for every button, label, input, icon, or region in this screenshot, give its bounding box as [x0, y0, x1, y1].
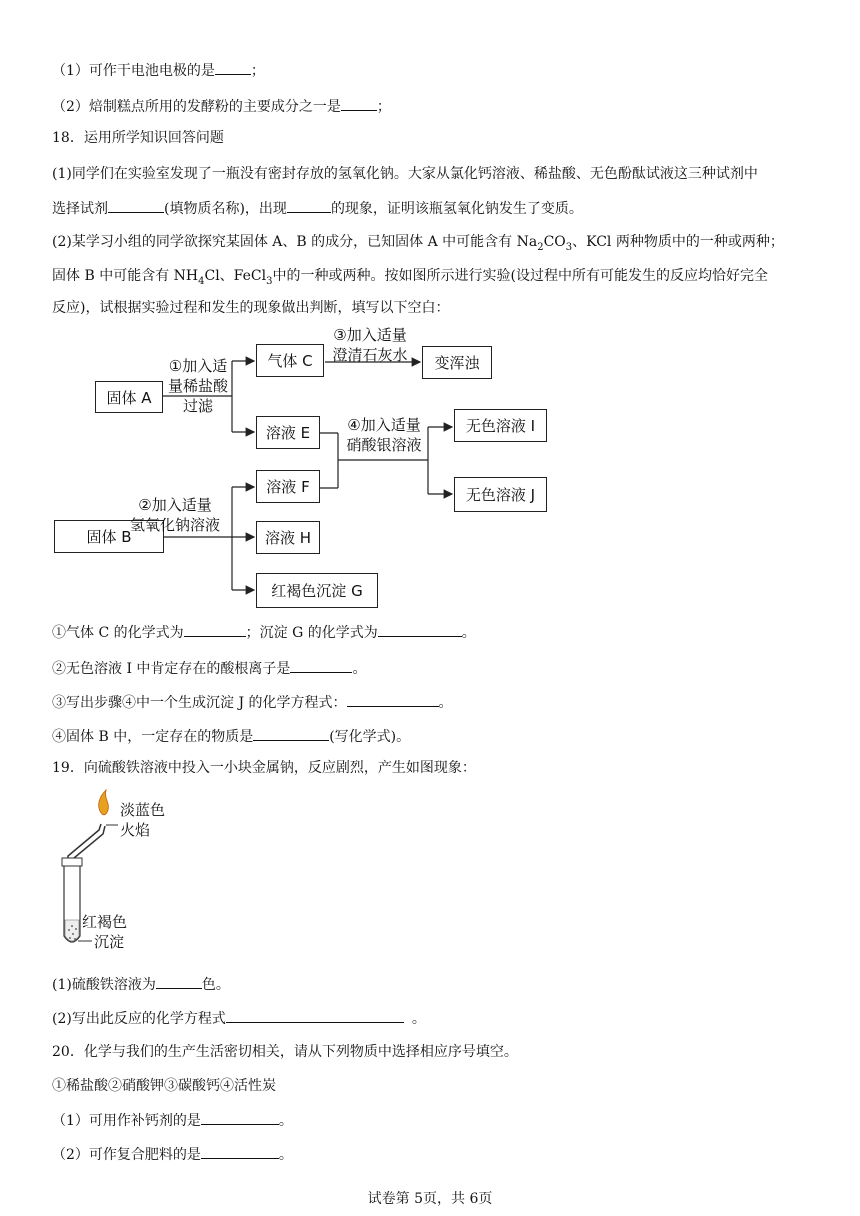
q18-p2-line2: 固体 B 中可能含有 $NH_4Cl$、FeCl$_3$中的一种或两种。按如图所示进行实验(设过程中所有可能发生的反应均恰好完全 — [52, 268, 768, 287]
q18-sub3: ③写出步骤④中一个生成沉淀 J 的化学方程式： 。 — [52, 692, 453, 713]
solution-h-box: 溶液 H — [256, 521, 320, 554]
step1-label: ①加入适 量稀盐酸 过滤 — [167, 357, 228, 415]
flame-icon — [99, 790, 109, 815]
answer-blank[interactable] — [226, 1008, 404, 1023]
answer-blank[interactable] — [156, 974, 202, 989]
q18-sub1: ①气体 C 的化学式为 ；沉淀 G 的化学式为 。 — [52, 622, 476, 643]
precipitate-label: 红褐色 沉淀 — [82, 913, 128, 951]
q17-item2: （2）焙制糕点所用的发酵粉的主要成分之一是 ； — [52, 96, 391, 117]
answer-blank[interactable] — [201, 1110, 279, 1125]
q19-title: 19．向硫酸铁溶液中投入一小块金属钠，反应剧烈，产生如图现象： — [52, 760, 476, 776]
step4-label: ④加入适量 硝酸银溶液 — [346, 416, 422, 454]
page-footer: 试卷第 5页，共 6页 — [367, 1191, 493, 1207]
turbid-box: 变浑浊 — [422, 346, 492, 379]
solution-j-box: 无色溶液 J — [454, 477, 547, 512]
q18-p2-line1: (2)某学习小组的同学欲探究某固体 A、B 的成分，已知固体 A 中可能含有 $Na_2CO_3$、KCl 两种物质中的一种或两种； — [52, 234, 784, 253]
q17-item1: （1）可作干电池电极的是 ； — [52, 60, 265, 81]
precipitate-g-box: 红褐色沉淀 G — [256, 573, 378, 608]
q20-item1: （1）可用作补钙剂的是 。 — [52, 1110, 293, 1131]
solution-f-box: 溶液 F — [256, 470, 320, 503]
solid-a-box: 固体 A — [95, 381, 163, 413]
q20-item2: （2）可作复合肥料的是 。 — [52, 1144, 293, 1165]
solution-i-box: 无色溶液 I — [454, 409, 547, 442]
q18-sub2: ②无色溶液 I 中肯定存在的酸根离子是 。 — [52, 658, 366, 679]
q18-p2-line3: 反应)，试根据实验过程和发生的现象做出判断，填写以下空白： — [52, 300, 450, 316]
gas-c-box: 气体 C — [256, 344, 324, 377]
q19-item2: (2)写出此反应的化学方程式 。 — [52, 1008, 426, 1029]
answer-blank[interactable] — [201, 1144, 279, 1159]
flame-label: 淡蓝色 火焰 — [120, 801, 166, 839]
q18-title: 18．运用所学知识回答问题 — [52, 130, 224, 146]
q18-p1-line1: (1)同学们在实验室发现了一瓶没有密封存放的氢氧化钠。大家从氯化钙溶液、稀盐酸、无色酚酞试液这三种试剂中 — [52, 166, 758, 182]
q20-title: 20．化学与我们的生产生活密切相关，请从下列物质中选择相应序号填空。 — [52, 1044, 518, 1060]
step3-label: ③加入适量 澄清石灰水 — [332, 326, 408, 364]
step2-label: ②加入适量 氢氧化钠溶液 — [129, 496, 220, 534]
q18-p1-line2: 选择试剂 (填物质名称)，出现 的现象，证明该瓶氢氧化钠发生了变质。 — [52, 198, 583, 219]
solution-e-box: 溶液 E — [256, 416, 320, 449]
q19-item1: (1)硫酸铁溶液为 色。 — [52, 974, 230, 995]
solid-b-box: 固体 B — [54, 520, 164, 553]
q20-options: ①稀盐酸②硝酸钾③碳酸钙④活性炭 — [52, 1078, 276, 1094]
q18-sub4: ④固体 B 中，一定存在的物质是 (写化学式)。 — [52, 726, 410, 747]
